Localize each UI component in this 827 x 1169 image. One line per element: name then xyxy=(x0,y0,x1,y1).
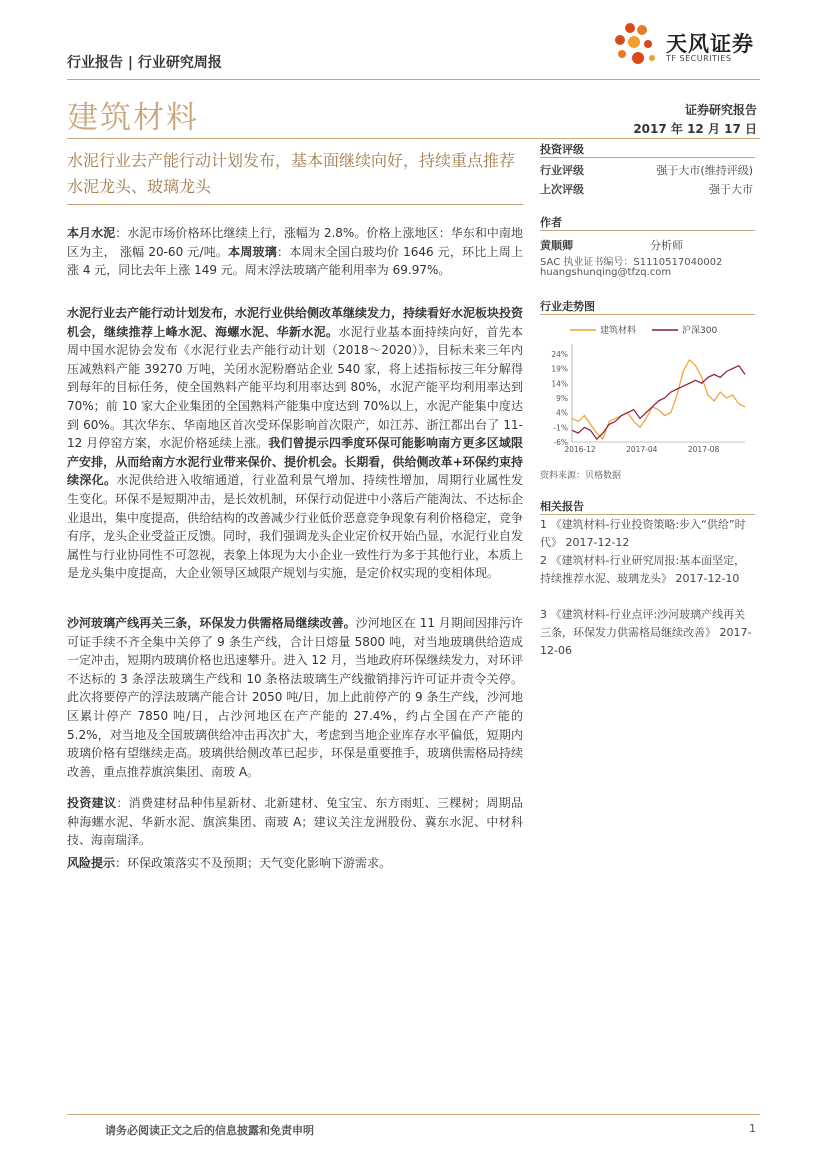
x-tick-label: 2017-04 xyxy=(626,445,658,454)
series-line-0 xyxy=(572,360,745,439)
sector-title: 建筑材料 xyxy=(67,100,199,136)
paragraph-shahe-glass: 沙河玻璃产线再关三条，环保发力供需格局继续改善。沙河地区在 11 月期间因排污许可证手续不齐全集中关停了 9 条生产线，合计日熔量 5800 吨，对当地玻璃供给造成一定冲击，短期内玻璃价格也迅速攀升。进入 12 月，当地政府环保继续发力，对环评不达标的 3 条浮法玻璃生产线和 10 条格法玻璃生产线撤销排污许可证并责令关停。此次将要停产的浮法玻璃产能合计 2050 吨/日，加上此前停产的 9 条生产线，沙河地区累计停产 7850 吨/日，占沙河地区在产产能的 27.4%，约占全国在产产能的 5.2%，对当地及全国玻璃供给冲击再次扩大，考虑到当地企业库存水平偏低，短期内玻璃价格有望继续走高。玻璃供给侧改革已起步，环保是重要推手，玻璃供需格局持续改善，重点推荐旗滨集团、南玻 A。 xyxy=(67,616,524,779)
logo-mark-icon xyxy=(612,20,660,72)
header-divider xyxy=(67,79,760,80)
series-line-1 xyxy=(572,366,745,440)
author-heading: 作者 xyxy=(540,216,562,229)
report-type: 证券研究报告 xyxy=(684,103,757,117)
author-row: 黄顺卿 分析师 xyxy=(540,239,683,252)
related-divider xyxy=(540,514,755,515)
report-date: 2017 年 12 月 17 日 xyxy=(633,122,757,136)
y-tick-label: -6% xyxy=(553,438,568,447)
author-email[interactable]: huangshunqing@tfzq.com xyxy=(540,267,672,278)
rating-heading: 投资评级 xyxy=(540,143,584,156)
y-tick-label: 14% xyxy=(551,379,568,389)
author-certificate: SAC 执业证书编号：S1110517040002 xyxy=(540,257,723,268)
footer-divider xyxy=(67,1114,760,1115)
footer-disclaimer: 请务必阅读正文之后的信息披露和免责申明 xyxy=(105,1124,314,1137)
previous-rating-row: 上次评级 强于大市 xyxy=(540,183,753,196)
paragraph-risk: 风险提示：环保政策落实不及预期；天气变化影响下游需求。 xyxy=(67,856,392,870)
trend-chart xyxy=(540,318,755,458)
author-divider xyxy=(540,230,755,231)
trend-divider xyxy=(540,314,755,315)
paragraph-cement-policy: 水泥行业去产能行动计划发布，水泥行业供给侧改革继续发力，持续看好水泥板块投资机会，继续推荐上峰水泥、海螺水泥、华新水泥。水泥行业基本面持续向好，首先本周中国水泥协会发布《水泥行业去产能行动计划（2018～2020）》，目标未来三年内压减熟料产能 39270 万吨，关闭水泥粉磨站企业 540 家，将上述指标按三年分解得到每年的目标任务，使全国熟料产能平均利用率达到 80%，水泥产能平均利用率达到 70%；前 10 家大企业集团的全国熟料产能集中度达到 70%以上，水泥产能集中度达到 60%。其次华东、华南地区首次受环保影响首次限产，如江苏、浙江都出台了 11-12 月停窑方案，水泥价格延续上涨。我们曾提示四季度环保可能影响南方更多区域限产安排，从而给南方水泥行业带来保价、提价机会。长期看，供给侧改革+环保约束持续深化。水泥供给进入收缩通道，行业盈利景气增加、持续性增加，周期行业属性发生变化。环保不是短期冲击，是长效机制，环保行动促进中小落后产能淘汰、不达标企业退出，集中度提高，供给结构的改善减少行业低价恶意竞争现象有利价格稳定，竞争有序，龙头企业受益正反馈。同时，我们强调龙头企业定价权开始凸显，水泥行业自发属性与行业协同性不可忽视，表象上体现为大小企业一致性行为多于其他行业，本质上是龙头集中度提高，大企业领导区域限产规划与实施，是定价权实现的变相体现。 xyxy=(67,306,524,581)
headline-divider xyxy=(67,204,523,205)
page-number: 1 xyxy=(749,1122,756,1135)
x-tick-label: 2016-12 xyxy=(564,445,596,454)
title-divider xyxy=(67,138,760,139)
legend-label-1: 沪深300 xyxy=(682,326,718,336)
paragraph-investment-advice: 投资建议：消费建材品种伟星新材、北新建材、兔宝宝、东方雨虹、三棵树；周期品种海螺水泥、华新水泥、旗滨集团、南玻 A；建议关注龙洲股份、冀东水泥、中材科技、海南瑞泽。 xyxy=(67,796,523,848)
logo-subtitle: TF SECURITIES xyxy=(666,54,732,63)
y-tick-label: 19% xyxy=(551,364,568,374)
legend-label-0: 建筑材料 xyxy=(600,326,637,336)
x-tick-label: 2017-08 xyxy=(687,445,720,454)
paragraph-cement-glass: 本月水泥：水泥市场价格环比继续上行，涨幅为 2.8%。价格上涨地区：华东和中南地区为主， 涨幅 20-60 元/吨。本周玻璃：本周末全国白玻均价 1646 元，环比上周上涨 4 元，同比去年上涨 149 元。周末浮法玻璃产能利用率为 69.97%。 xyxy=(67,226,523,278)
y-tick-label: 24% xyxy=(551,349,568,359)
trend-heading: 行业走势图 xyxy=(540,300,595,313)
logo-name: 天风证券 xyxy=(666,32,754,56)
related-report-1[interactable]: 1 《建筑材料-行业投资策略:步入“供给”时代》 2017-12-12 xyxy=(540,518,746,549)
y-tick-label: -1% xyxy=(553,423,568,433)
rating-divider xyxy=(540,157,755,158)
chart-source: 资料来源：贝格数据 xyxy=(540,471,622,481)
y-tick-label: 9% xyxy=(556,393,568,403)
breadcrumb: 行业报告 | 行业研究周报 xyxy=(67,55,222,71)
headline: 水泥行业去产能行动计划发布，基本面继续向好，持续重点推荐水泥龙头、玻璃龙头 xyxy=(67,151,516,196)
industry-rating-row: 行业评级 强于大市(维持评级) xyxy=(540,164,753,177)
related-report-2[interactable]: 2 《建筑材料-行业研究周报:基本面坚定，持续推荐水泥、玻璃龙头》 2017-12-10 xyxy=(540,554,746,585)
related-report-3[interactable]: 3 《建筑材料-行业点评:沙河玻璃产线再关三条，环保发力供需格局继续改善》 2017-12-06 xyxy=(540,608,752,657)
y-tick-label: 4% xyxy=(556,408,568,418)
related-heading: 相关报告 xyxy=(540,500,584,513)
